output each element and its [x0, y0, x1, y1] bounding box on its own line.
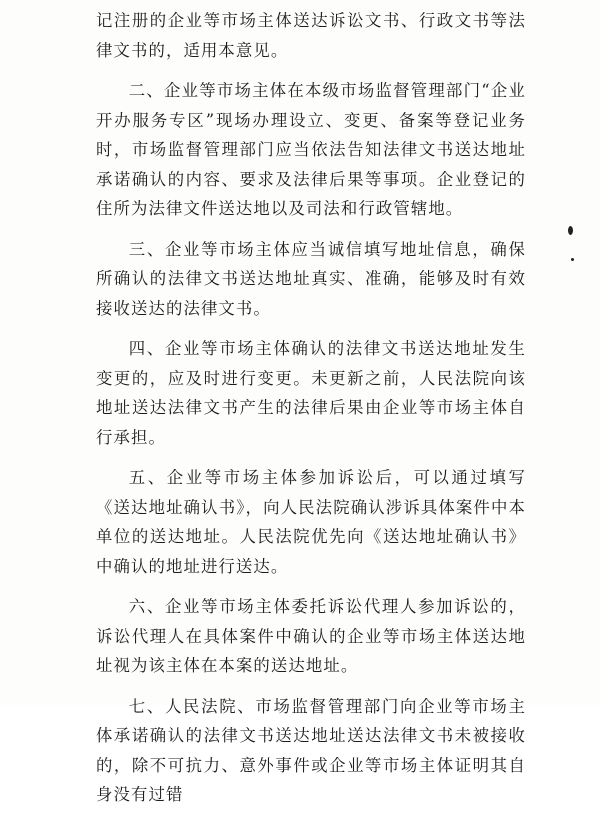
paragraph-intro-continuation: 记注册的企业等市场主体送达诉讼文书、行政文书等法律文书的，适用本意见。 — [96, 11, 526, 60]
paragraph-item-6: 六、企业等市场主体委托诉讼代理人参加诉讼的，诉讼代理人在具体案件中确认的企业等市场主体送达地址视为该主体在本案的送达地址。 — [96, 597, 526, 675]
scan-speck-mark — [568, 226, 573, 235]
paragraph-item-2: 二、企业等市场主体在本级市场监督管理部门“企业开办服务专区”现场办理设立、变更、备案等登记业务时，市场监督管理部门应当依法告知法律文书送达地址承诺确认的内容、要求及法律后果等事项。企业登记的住所为法律文件送达地以及司法和行政管辖地。 — [96, 81, 526, 218]
paragraph-item-5: 五、企业等市场主体参加诉讼后，可以通过填写《送达地址确认书》，向人民法院确认涉诉具体案件中本单位的送达地址。人民法院优先向《送达地址确认书》中确认的地址进行送达。 — [96, 468, 526, 576]
paragraph-item-4: 四、企业等市场主体确认的法律文书送达地址发生变更的，应及时进行变更。未更新之前，人民法院向该地址送达法律文书产生的法律后果由企业等市场主体自行承担。 — [96, 339, 526, 447]
document-body — [96, 6, 526, 821]
scan-speck-mark — [571, 258, 574, 261]
paragraph-item-7: 七、人民法院、市场监督管理部门向企业等市场主体承诺确认的法律文书送达地址送达法律文书未被接收的，除不可抗力、意外事件或企业等市场主体证明其自身没有过错 — [96, 696, 526, 804]
paragraph-item-3: 三、企业等市场主体应当诚信填写地址信息，确保所确认的法律文书送达地址真实、准确，能够及时有效接收送达的法律文书。 — [96, 239, 526, 318]
